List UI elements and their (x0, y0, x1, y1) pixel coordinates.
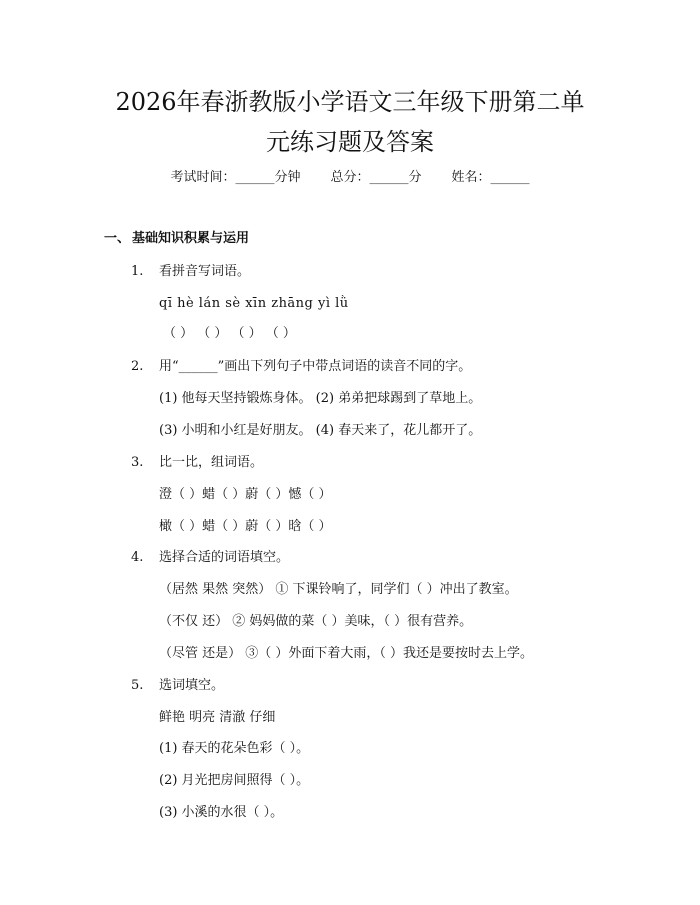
question-5 (131, 676, 224, 696)
question-number: 2. (131, 359, 144, 374)
fill-blank-line: （居然 果然 突然） ① 下课铃响了，同学们（ ）冲出了教室。 (159, 582, 518, 597)
question-prompt: 比一比，组词语。 (159, 455, 264, 470)
word-compare-line: 橄（ ）蜡（ ）蔚（ ）晗（ ） (159, 519, 332, 534)
question-3 (131, 453, 263, 473)
fill-blank-line: （不仅 还） ② 妈妈做的菜（ ）美味，（ ）很有营养。 (159, 614, 473, 629)
question-prompt: 选词填空。 (159, 678, 225, 693)
title-line-1: 2026年春浙教版小学语文三年级下册第二单 (115, 88, 585, 116)
total-score: 总分：______分 (330, 170, 422, 185)
question-prompt: 看拼音写词语。 (159, 264, 251, 279)
question-number: 5. (131, 678, 144, 693)
section-title: 基础知识积累与运用 (132, 231, 250, 246)
word-bank: 鲜艳 明亮 清澈 仔细 (159, 710, 276, 725)
title-line-2: 元练习题及答案 (266, 128, 434, 156)
fill-blank-line: (1) 春天的花朵色彩（ ）。 (159, 741, 310, 756)
exam-meta (0, 168, 700, 188)
section-heading (104, 229, 249, 249)
section-number: 一、 (104, 231, 131, 246)
sentence-line: (1) 他每天坚持锻炼身体。 (2) 弟弟把球踢到了草地上。 (159, 391, 482, 406)
sentence-line: (3) 小明和小红是好朋友。 (4) 春天来了，花儿都开了。 (159, 423, 482, 438)
question-prompt: 用“______”画出下列句子中带点词语的读音不同的字。 (159, 359, 472, 374)
question-number: 1. (131, 264, 144, 279)
document-title (60, 82, 640, 162)
question-number: 4. (131, 550, 144, 565)
fill-blank-line: （尽管 还是） ③（ ）外面下着大雨，（ ）我还是要按时去上学。 (159, 646, 534, 661)
exam-time: 考试时间：______分钟 (170, 170, 301, 185)
pinyin-line: qī hè lán sè xīn zhāng yì lǜ (159, 296, 349, 311)
question-1 (131, 262, 250, 282)
fill-blank-line: (3) 小溪的水很（ ）。 (159, 805, 284, 820)
question-4 (131, 548, 289, 568)
question-number: 3. (131, 455, 144, 470)
question-2 (131, 357, 471, 377)
question-prompt: 选择合适的词语填空。 (159, 550, 290, 565)
answer-blanks: （ ） （ ） （ ） （ ） (163, 326, 296, 341)
word-compare-line: 澄（ ）蜡（ ）蔚（ ）憾（ ） (159, 487, 332, 502)
student-name: 姓名：______ (451, 170, 530, 185)
fill-blank-line: (2) 月光把房间照得（ ）。 (159, 773, 310, 788)
